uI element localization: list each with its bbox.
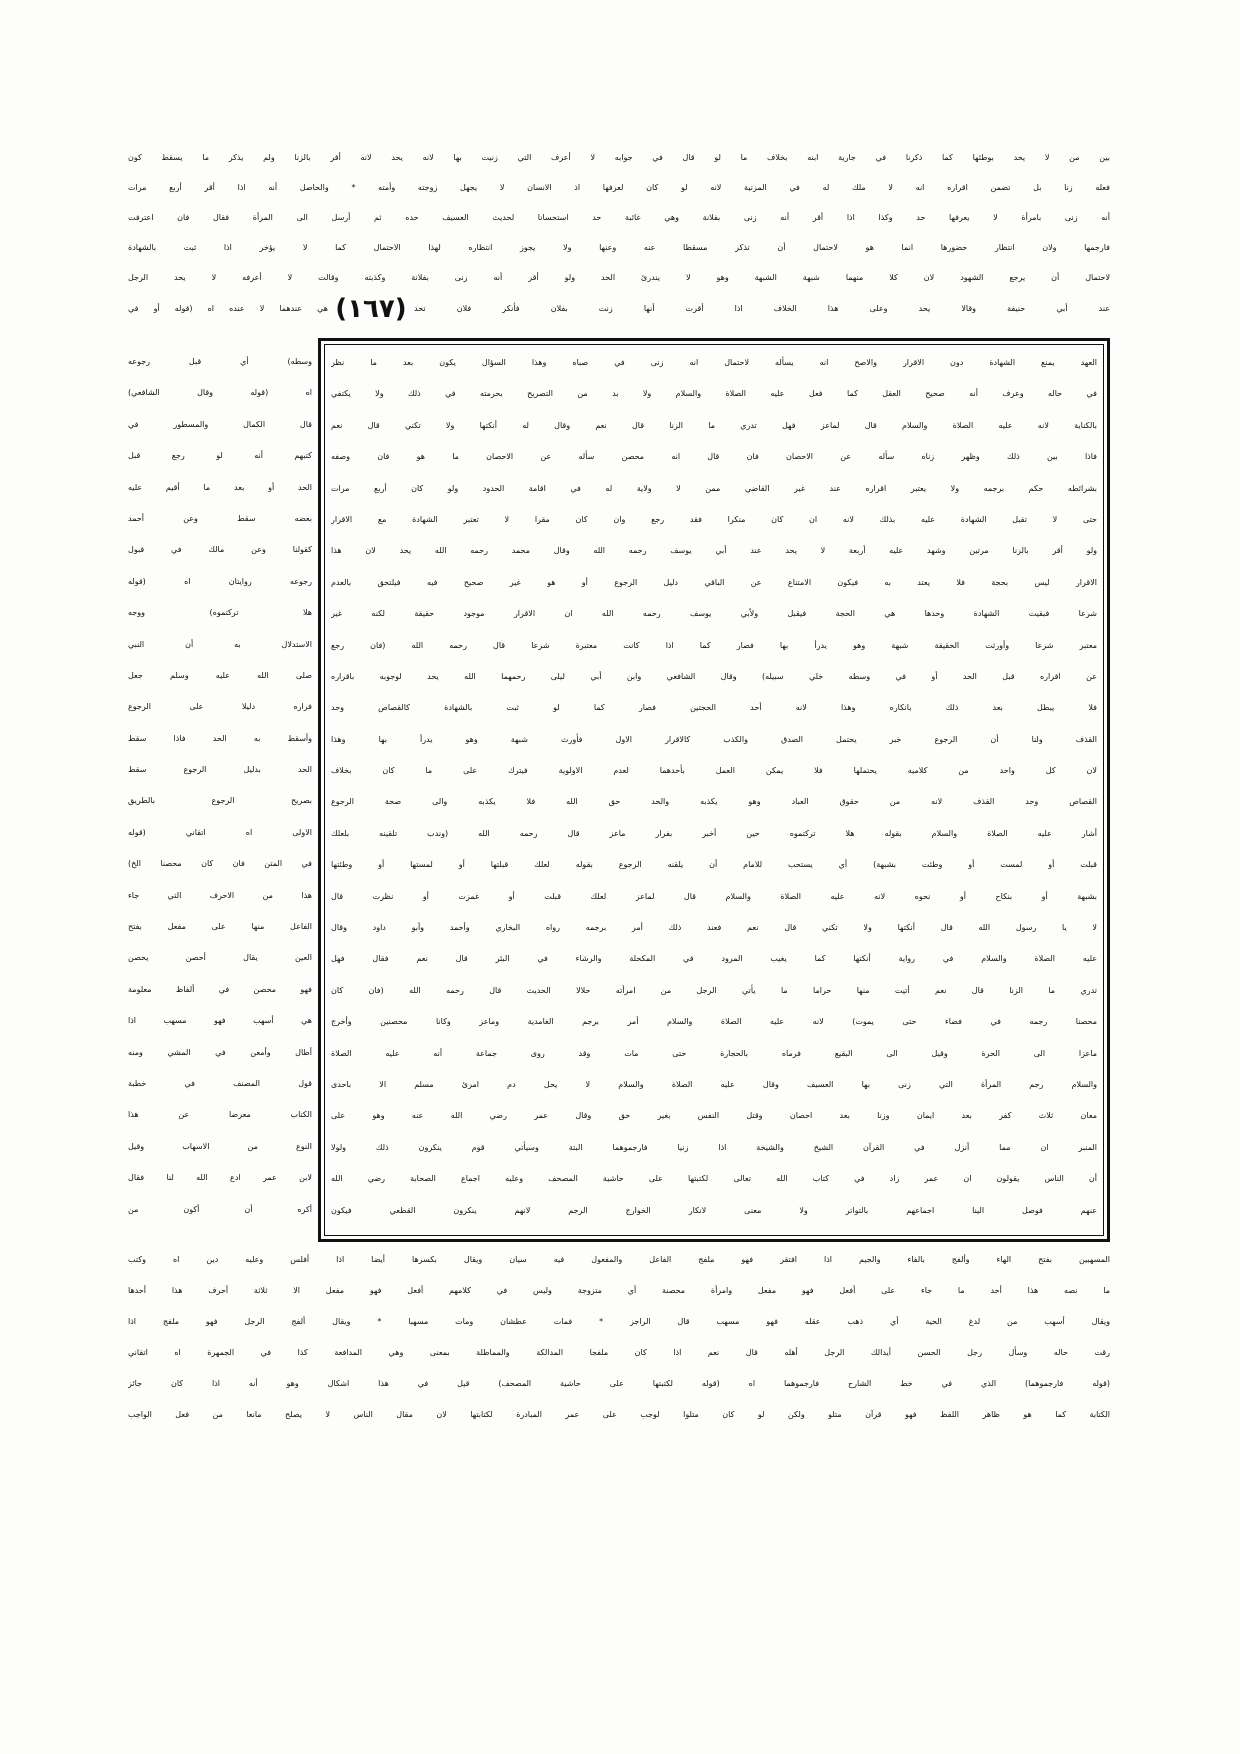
bottom-text-line: ما نصه هذا أحد ما جاء على أفعل فهو مفعل وامرأة محصنة أي متزوجة وليس في كلامهم أفعل فهو مفعل الا ثلاثة أحرف هذا أحدها	[128, 1286, 1110, 1295]
top-commentary	[128, 143, 1110, 325]
main-text-line: حتى لا تقبل الشهادة عليه بذلك لانه ان كان منكرا فقد رجع وان كان مقرا لا تعتبر الشهادة مع الاقرار	[331, 514, 1097, 524]
margin-note-line: النوع من الاسهاب وقيل	[128, 1141, 312, 1151]
margin-commentary	[128, 346, 312, 1225]
main-text-line: فلا يبطل بعد ذلك بانكاره وهذا لانه أحد الحجتين فصار كما لو ثبت بالشهادة كالقصاص وحد	[331, 703, 1097, 713]
main-text-line: فاذا بين ذلك وظهر زناه سأله عن الاحصان فان قال انه محصن سأله عن الاحصان ما هو فان وصفه	[331, 452, 1097, 462]
main-text-line: بالكناية لانه عليه الصلاة والسلام قال لماعز فهل تدري ما الزنا قال نعم وقال له أنكتها ولا تكني قال نعم	[331, 420, 1097, 430]
main-text-line: قبلت أو لمست أو وطئت بشبهة) أي يستحب للامام أن يلقنه الرجوع بقوله لعلك قبلتها أو لمستها أو وطئتها	[331, 860, 1097, 870]
margin-note-line: قول المصنف في خطبة	[128, 1078, 312, 1088]
margin-note-line: فراره دليلا على الرجوع	[128, 702, 312, 712]
margin-note-line: في المتن فان كان محصنا الخ)	[128, 859, 312, 869]
margin-note-line: بصريح الرجوع بالطريق	[128, 796, 312, 806]
margin-note-line: بعضه سقط وعن أحمد	[128, 513, 312, 523]
main-text-line: محصنا رجمه في فضاء حتى يموت) لانه عليه الصلاة والسلام أمر برجم الغامدية وماعز وكانا محصنين وأخرج	[331, 1017, 1097, 1027]
top-text-line: فعله زنا بل تضمن اقراره انه لا ملك له في المزنية لانه لو كان لعرفها اذ الانسان لا يجهل زوجته وأمته * والحاصل أنه اذا أقر أربع مرات	[128, 183, 1110, 192]
margin-note-line: وسطه) أي قبل رجوعه	[128, 357, 312, 366]
margin-note-line: لابن عمر ادع الله لنا فقال	[128, 1173, 312, 1183]
margin-note-line: العين يقال أحصن يحصن	[128, 953, 312, 963]
main-text-line: القصاص وحد القذف لانه من حقوق العباد وهو يكذبه والحد حق الله فلا يكذبه والى صحة الرجوع	[331, 797, 1097, 807]
main-text-line: ولو أقر بالزنا مرتين وشهد عليه أربعة لا يحد عند أبي يوسف رحمه الله وقال محمد رحمه الله يحد لان هذا	[331, 546, 1097, 556]
margin-note-line: هلا تركتموه) ووجه	[128, 608, 312, 618]
margin-note-line: هي أسهب فهو مسهب اذا	[128, 1016, 312, 1026]
top-text-line: بين من لا يحد بوطئها كما ذكرنا في جارية ابنه بخلاف ما لو قال في جوابه لا أعرف التي زنيت بها لانه يحد لانه أقر بالزنا ولم يذكر ما يسقط كون	[128, 153, 1110, 162]
margin-note-line: الفاعل منها على مفعل بفتح	[128, 922, 312, 932]
margin-note-line: اه (قوله وقال الشافعي)	[128, 388, 312, 398]
page-number: (١٦٧)	[335, 294, 407, 324]
top-text-line: فارجمها ولان انتظار حضورها انما هو لاحتمال أن تذكر مسقطا عنه وعنها ولا يجوز انتظاره لهذا الاحتمال كما لا يؤخر اذا ثبت بالشهادة	[128, 243, 1110, 252]
margin-note-line: كقولنا وعن مالك في قبول	[128, 545, 312, 555]
main-text-line: القذف ولنا أن الرجوع خبر يحتمل الصدق والكذب كالاقرار الاول فأورث شبهة وهو يدرأ بها وهذا	[331, 734, 1097, 744]
main-text-line: تدري ما الزنا قال نعم أتيت منها حراما ما يأتي الرجل من امرأته حلالا الحديث قال رحمه الله (فان كان	[331, 985, 1097, 995]
header-line-with-page-number	[128, 293, 1110, 325]
bottom-text-line: الكتابة كما هو ظاهر اللفظ فهو قرآن متلو ولكن لو كان متلوا لوجب على عمر المبادرة لكتابتها لان مقال الناس لا يصلح مانعا من فعل الواجب	[128, 1410, 1110, 1419]
main-text-line: في حاله وعرف أنه صحيح العقل كما فعل عليه الصلاة والسلام ولا بد من التصريح بحرمته في ذلك ولا يكتفي	[331, 389, 1097, 399]
top-text-line: أنه زنى بامرأة لا يعرفها حد وكذا اذا أقر أنه زنى بفلانة وهي غائبة حد استحسانا لحديث العسيف حده ثم أرسل الى المرأة فقال فان اعترفت	[128, 213, 1110, 222]
main-text-line: عن اقراره قبل الحد أو في وسطه خلي سبيله) وقال الشافعي وابن أبي ليلى رحمهما الله يحد لوجوبه باقراره	[331, 671, 1097, 681]
main-text-line: معان ثلاث كفر بعد ايمان وزنا بعد احصان وقتل النفس بغير حق وقال عمر رضي الله عنه وهو على	[331, 1111, 1097, 1121]
margin-note-line: وأسقط به الحد فاذا سقط	[128, 733, 312, 743]
main-text-line: عنهم فوصل الينا اجماعهم بالتواتر ولا معنى لانكار الخوارج الرجم لانهم ينكرون القطعي فيكون	[331, 1205, 1097, 1215]
margin-note-line: أطال وأمعن في المشي ومنه	[128, 1047, 312, 1057]
main-text	[331, 347, 1097, 1226]
top-text-line: لاحتمال أن يرجع الشهود لان كلا منهما شبهة الشبهة وهو لا يندرئ الحد ولو أقر أنه زنى بفلانة وكذبته وقالت لا أعرفه لا يحد الرجل	[128, 273, 1110, 282]
top-text-line: عند أبي حنيفة وقالا يحد وعلى هذا الخلاف اذا أقرت أنها زنت بفلان فأنكر فلان تحد	[414, 304, 1110, 313]
margin-note-line: كتبهم أنه لو رجع قبل	[128, 451, 312, 461]
margin-note-line: صلى الله عليه وسلم جعل	[128, 670, 312, 680]
main-text-line: بشبهة أو بنكاح أو نحوه لانه عليه الصلاة والسلام قال لماعز لعلك قبلت أو غمزت أو نظرت قال	[331, 891, 1097, 901]
margin-note-line: الاولى اه اتقاني (قوله	[128, 827, 312, 837]
bottom-text-line: رقت حاله وسأل رجل الحسن أيدالك الرجل أهله قال نعم اذا كان ملفجا المدالكة والمماطلة بمعنى وهي المدافعة كذا في الجمهرة اه اتقاني	[128, 1348, 1110, 1357]
margin-note-start: هي عندهما لا عنده اه (قوله أو في	[128, 304, 328, 313]
margin-note-line: الحد أو بعد ما أقيم عليه	[128, 482, 312, 492]
margin-note-line: الكتاب معرضا عن هذا	[128, 1110, 312, 1120]
main-text-line: والسلام رجم المرأة التي زنى بها العسيف وقال عليه الصلاة والسلام لا يحل دم امرئ مسلم الا باحدى	[331, 1079, 1097, 1089]
bottom-commentary	[128, 1244, 1110, 1430]
bottom-text-line: (قوله فارجموهما) الذي في خط الشارح فارجموهما اه (قوله لكتبتها على حاشية المصحف) قيل في هذا اشكال وهو أنه اذا كان جائز	[128, 1379, 1110, 1388]
margin-note-line: رجوعه روايتان اه (قوله	[128, 576, 312, 586]
main-text-line: لا يا رسول الله قال أنكتها ولا تكني قال نعم فعند ذلك أمر برجمه رواه البخاري وأحمد وأبو داود وقال	[331, 923, 1097, 933]
margin-note-line: الحد بدليل الرجوع سقط	[128, 765, 312, 775]
margin-note-line: هذا من الاحرف التي جاء	[128, 890, 312, 900]
main-text-line: شرعا فبقيت الشهادة وحدها هي الحجة فيقبل ولأبي يوسف رحمه الله ان الاقرار موجود حقيقة لكنه غير	[331, 609, 1097, 619]
main-text-line: أشار عليه الصلاة والسلام بقوله هلا تركتموه حين أخبر بفرار ماعز قال رحمه الله (وندب تلقينه بلعلك	[331, 828, 1097, 838]
main-text-frame	[318, 338, 1110, 1242]
main-text-line: أن الناس يقولون ان عمر زاد في كتاب الله تعالى لكتبتها على حاشية المصحف وعليه اجماع الصحابة رضي الله	[331, 1174, 1097, 1184]
main-text-line: عليه الصلاة والسلام في رواية أنكتها كما يغيب المرود في المكحلة والرشاء في البئر قال نعم فقال فهل	[331, 954, 1097, 964]
main-text-line: المنبر ان مما أنزل في القرآن الشيخ والشيخة اذا زنيا فارجموهما البتة وسيأتي قوم ينكرون ذلك ولولا	[331, 1142, 1097, 1152]
margin-note-line: الاستدلال به أن النبي	[128, 639, 312, 649]
main-text-line: ماعزا الى الحرة وقيل الى البقيع فرماه بالحجارة حتى مات وقد روى جماعة أنه عليه الصلاة	[331, 1048, 1097, 1058]
margin-note-line: قال الكمال والمسطور في	[128, 419, 312, 429]
main-text-line: لان كل واحد من كلاميه يحتملها فلا يمكن العمل بأحدهما لعدم الاولوية فيترك على ما كان بخلاف	[331, 766, 1097, 776]
main-text-line: الاقرار ليس بحجة فلا يعتد به فيكون الامتناع عن الباقي دليل الرجوع أو هو غير صحيح فيه فيلتحق بالعدم	[331, 577, 1097, 587]
main-text-line: العهد يمنع الشهادة دون الاقرار والاصح انه يسأله لاحتمال انه زنى في صباه وهذا السؤال يكون بعد ما نظر	[331, 358, 1097, 367]
bottom-text-line: ويقال أسهب من لدغ الحية أي ذهب عقله فهو مسهب قال الراجز * فمات عطشان ومات مسهبا * ويقال ألفج الرجل فهو ملفج اذا	[128, 1317, 1110, 1326]
main-text-line: معتبر شرعا وأورثت الحقيقة شبهة وهو يدرأ بها فصار كما اذا كانت معتبرة شرعا قال رحمه الله (فان رجع	[331, 640, 1097, 650]
bottom-text-line: المسهبين بفتح الهاء وألفج بالفاء والجيم اذا افتقر فهو ملفج الفاعل والمفعول فيه سيان ويقال بكسرها أيضا اذا أفلس وعليه دين اه وكتب	[128, 1255, 1110, 1264]
margin-note-line: فهو محصن في ألفاظ معلومة	[128, 984, 312, 994]
main-text-line: بشرائطه حكم برجمه ولا يعتبر اقراره عند غير القاضي ممن لا ولاية له في اقامة الحدود ولو كان أربع مرات	[331, 483, 1097, 493]
margin-note-line: أكره أن أكون من	[128, 1204, 312, 1214]
